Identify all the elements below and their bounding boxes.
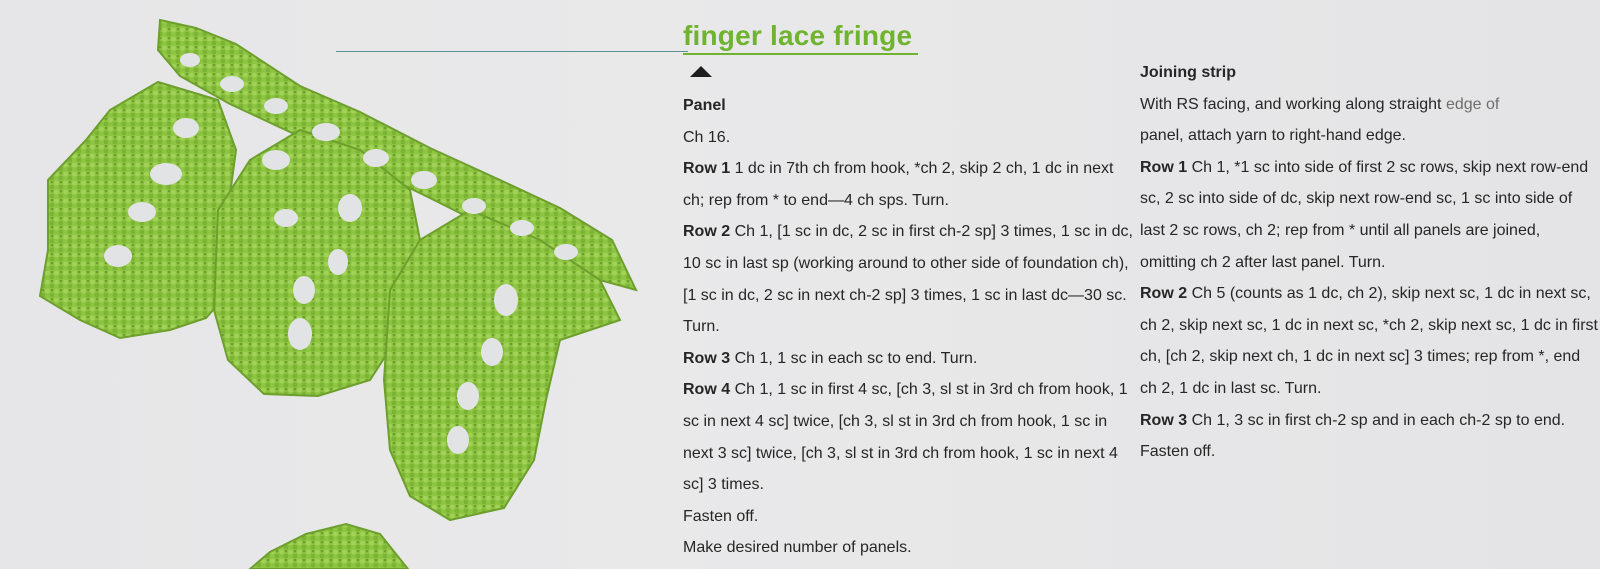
intro-main: With RS facing, and working along straight <box>1140 95 1446 113</box>
joining-fasten: Fasten off. <box>1140 443 1216 461</box>
panel-row <box>683 153 1133 216</box>
joining-row <box>1140 405 1600 437</box>
panel-row <box>683 374 1133 500</box>
panel-bottom <box>250 524 408 569</box>
intro-rest: panel, attach yarn to right-hand edge. <box>1140 127 1406 145</box>
intro-fade: edge of <box>1445 95 1500 113</box>
panel-make: Make desired number of panels. <box>683 539 912 557</box>
row-label: Row 1 <box>1140 158 1188 176</box>
joining-instructions <box>1140 57 1600 468</box>
row-text: Ch 1, *1 sc into side of first 2 sc rows, skip next row-end sc, 2 sc into side of dc, skip next row-end sc, 1 sc into side of last 2 sc rows, ch 2; rep from * until all panels are joined, omitting ch 2 after last panel. Turn. <box>1140 158 1589 271</box>
joining-row <box>1140 152 1600 278</box>
panel-instructions <box>683 90 1133 564</box>
row-label: Row 2 <box>683 223 731 241</box>
crochet-sample-photo <box>0 0 650 569</box>
header-rule <box>336 51 688 52</box>
row-text: Ch 1, 1 sc in each sc to end. Turn. <box>730 349 978 367</box>
row-text: 1 dc in 7th ch from hook, *ch 2, skip 2 ch, 1 dc in next ch; rep from * to end—4 ch sps. Turn. <box>683 160 1114 209</box>
row-label: Row 3 <box>1140 411 1188 429</box>
crochet-panels <box>40 20 636 569</box>
panel-foundation: Ch 16. <box>683 128 731 146</box>
joining-intro <box>1140 89 1600 152</box>
page-title: finger lace fringe <box>683 20 913 51</box>
row-label: Row 2 <box>1140 285 1188 303</box>
joining-heading: Joining strip <box>1140 64 1236 81</box>
panel-heading: Panel <box>683 97 726 114</box>
triangle-up-icon <box>690 66 712 77</box>
joining-row <box>1140 278 1600 404</box>
row-label: Row 3 <box>683 349 731 367</box>
row-text: Ch 1, 3 sc in first ch-2 sp and in each ch-2 sp to end. <box>1187 411 1566 429</box>
panel-row <box>683 216 1133 342</box>
row-label: Row 1 <box>683 160 731 178</box>
row-text: Ch 1, [1 sc in dc, 2 sc in first ch-2 sp] 3 times, 1 sc in dc, 10 sc in last sp (working around to other side of foundation ch), [1 sc in dc, 2 sc in next ch-2 sp] 3 times, 1 sc in last dc—30 sc. Turn. <box>683 223 1133 336</box>
row-text: Ch 5 (counts as 1 dc, ch 2), skip next sc, 1 dc in next sc, ch 2, skip next sc, 1 dc in next sc, *ch 2, skip next sc, 1 dc in first ch, [ch 2, skip next ch, 1 dc in next sc] 3 times; rep from *, end ch 2, 1 dc in last sc. Turn. <box>1140 285 1598 397</box>
panel-row <box>683 343 1133 375</box>
row-text: Ch 1, 1 sc in first 4 sc, [ch 3, sl st in 3rd ch from hook, 1 sc in next 4 sc] twice, [ch 3, sl st in 3rd ch from hook, 1 sc in next 3 sc] twice, [ch 3, sl st in 3rd ch from hook, 1 sc in next 4 sc] 3 times. <box>683 381 1128 494</box>
panel-fasten: Fasten off. <box>683 507 759 525</box>
row-label: Row 4 <box>683 381 731 399</box>
title-underline <box>683 53 918 55</box>
